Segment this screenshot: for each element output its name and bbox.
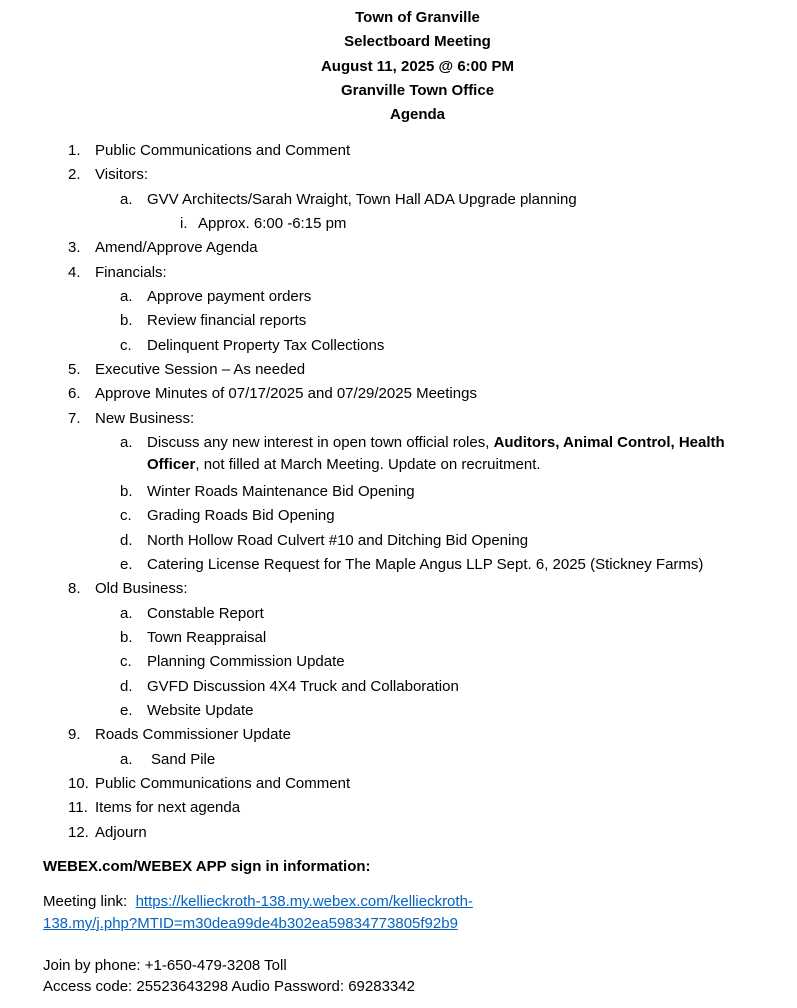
- open-roles-list: Auditors, Animal Control, Health Officer: [147, 434, 725, 474]
- agenda-item: [0, 262, 797, 286]
- webex-heading: WEBEX.com/WEBEX APP sign in information:: [43, 858, 371, 875]
- item-number: 9.: [68, 726, 81, 744]
- item-number: 1.: [68, 142, 81, 159]
- agenda-subitem: [0, 676, 797, 700]
- subitem-letter: b.: [120, 628, 133, 646]
- agenda-item: [0, 359, 797, 383]
- meeting-date: August 11, 2025 @ 6:00 PM: [320, 57, 515, 75]
- agenda-subitem: [0, 286, 797, 310]
- agenda-subitem: [0, 310, 797, 334]
- item-number: 5.: [68, 361, 81, 379]
- agenda-subitem: [0, 189, 797, 213]
- subitem-text: Catering License Request for The Maple Angus LLP Sept. 6, 2025 (Stickney Farms): [147, 555, 704, 573]
- subitem-letter: a.: [120, 288, 133, 306]
- subitem-letter: b.: [120, 312, 133, 330]
- agenda-item: [0, 578, 797, 602]
- access-code: Access code: 25523643298 Audio Password: 69283342: [43, 978, 415, 995]
- agenda-subitem: [0, 335, 797, 359]
- subitem-text: Town Reappraisal: [147, 628, 267, 646]
- subitem-text: Grading Roads Bid Opening: [147, 507, 335, 525]
- dial-in-info: [43, 955, 415, 997]
- item-text: Public Communications and Comment: [95, 142, 351, 159]
- agenda-subitem: [0, 505, 797, 529]
- subitem-text: GVV Architects/Sarah Wraight, Town Hall ADA Upgrade planning: [147, 190, 577, 208]
- agenda-list: [0, 140, 797, 846]
- subitem-text: Website Update: [147, 701, 254, 719]
- page-title: Agenda: [389, 106, 445, 124]
- agenda-subitem: [0, 627, 797, 651]
- item-number: 2.: [68, 166, 81, 184]
- meeting-link[interactable]: https://kellieckroth-138.my.webex.com/kellieckroth-138.my/j.php?MTID=m30dea99de4b302ea59834773805f92b9: [43, 893, 473, 932]
- subitem-text-pre: Discuss any new interest in open town official roles,: [147, 434, 494, 452]
- subitem-text: Sand Pile: [151, 750, 216, 768]
- subitem-letter: d.: [120, 531, 133, 549]
- item-text: Approve Minutes of 07/17/2025 and 07/29/2025 Meetings: [95, 385, 477, 403]
- subitem-text: Planning Commission Update: [147, 653, 345, 671]
- subitem-letter: d.: [120, 677, 133, 695]
- subitem-text: Constable Report: [147, 604, 264, 622]
- item-number: 6.: [68, 385, 81, 403]
- agenda-item: [0, 724, 797, 748]
- item-number: 4.: [68, 263, 81, 281]
- subitem-letter: c.: [120, 336, 132, 354]
- item-number: 12.: [68, 823, 89, 841]
- meeting-location: Granville Town Office: [340, 81, 495, 99]
- agenda-subitem: [0, 700, 797, 724]
- subitem-text: [147, 432, 757, 476]
- item-text: Financials:: [95, 263, 167, 281]
- subitem-letter: a.: [120, 604, 133, 622]
- item-number: 7.: [68, 409, 81, 427]
- agenda-subitem: [0, 749, 797, 773]
- meeting-link-label: Meeting link:: [43, 893, 128, 910]
- item-text: New Business:: [95, 409, 195, 427]
- item-number: 11.: [68, 799, 88, 817]
- item-text: Public Communications and Comment: [95, 774, 351, 792]
- subitem-text: Review financial reports: [147, 312, 307, 330]
- subitem-text: Winter Roads Maintenance Bid Opening: [147, 482, 415, 500]
- agenda-item: [0, 237, 797, 261]
- agenda-item: [0, 383, 797, 407]
- document-header: [0, 7, 797, 128]
- agenda-subitem: [0, 481, 797, 505]
- meeting-link-line: [43, 891, 563, 935]
- item-text: Visitors:: [95, 166, 149, 184]
- subsubitem-numeral: i.: [180, 215, 188, 233]
- subitem-letter: a.: [120, 750, 133, 768]
- agenda-subitem: [0, 554, 797, 578]
- item-text: Amend/Approve Agenda: [95, 239, 258, 257]
- agenda-subsubitem: [0, 213, 797, 237]
- subitem-letter: a.: [120, 434, 133, 452]
- item-text: Items for next agenda: [95, 799, 241, 817]
- agenda-item: [0, 773, 797, 797]
- agenda-item: [0, 822, 797, 846]
- agenda-subitem: [0, 603, 797, 627]
- agenda-item: [0, 797, 797, 821]
- item-number: 8.: [68, 580, 81, 598]
- item-text: Old Business:: [95, 580, 188, 598]
- subitem-letter: b.: [120, 482, 133, 500]
- item-number: 3.: [68, 239, 81, 257]
- agenda-item: [0, 408, 797, 432]
- subsubitem-text: Approx. 6:00 -6:15 pm: [198, 215, 347, 233]
- subitem-letter: a.: [120, 190, 133, 208]
- agenda-item: [0, 140, 797, 164]
- board-name: Selectboard Meeting: [344, 33, 491, 51]
- item-number: 10.: [68, 774, 89, 792]
- subitem-text: Approve payment orders: [147, 288, 312, 306]
- item-text: Adjourn: [95, 823, 147, 841]
- phone-number: Join by phone: +1-650-479-3208 Toll: [43, 957, 287, 974]
- subitem-text-post: , not filled at March Meeting. Update on recruitment.: [195, 456, 541, 474]
- subitem-letter: c.: [120, 653, 132, 671]
- subitem-letter: e.: [120, 701, 133, 719]
- subitem-text: North Hollow Road Culvert #10 and Ditching Bid Opening: [147, 531, 529, 549]
- subitem-text: GVFD Discussion 4X4 Truck and Collaboration: [147, 677, 459, 695]
- town-name: Town of Granville: [355, 9, 480, 26]
- agenda-subitem: [0, 530, 797, 554]
- subitem-letter: c.: [120, 507, 132, 525]
- item-text: Roads Commissioner Update: [95, 726, 291, 744]
- agenda-item: [0, 164, 797, 188]
- subitem-text: Delinquent Property Tax Collections: [147, 336, 385, 354]
- agenda-subitem: [0, 432, 797, 481]
- subitem-letter: e.: [120, 555, 133, 573]
- agenda-subitem: [0, 651, 797, 675]
- item-text: Executive Session – As needed: [95, 361, 306, 379]
